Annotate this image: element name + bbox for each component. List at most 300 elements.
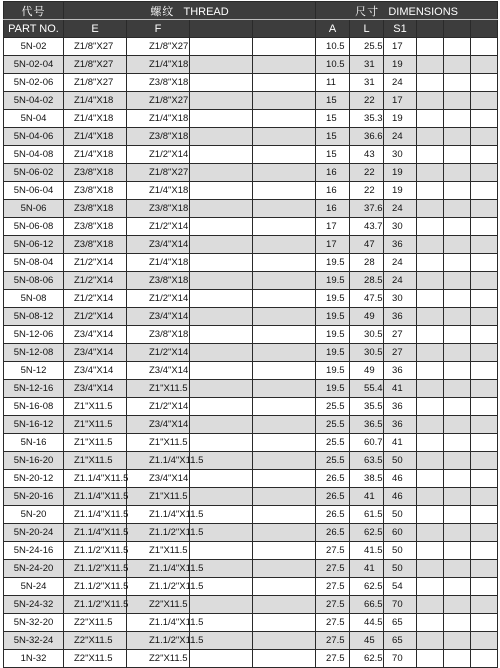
thread-e-cell: Z1.1/4"X11.5 <box>64 470 127 488</box>
dim-l-cell: 43.7 <box>350 218 384 236</box>
part-no-cell: 5N-24-16 <box>4 542 64 560</box>
blank-cell <box>471 614 498 632</box>
blank-cell <box>253 56 316 74</box>
blank-cell <box>190 128 253 146</box>
blank-cell <box>444 650 471 668</box>
thread-f-cell: Z3/4"X14 <box>127 362 190 380</box>
table-row <box>4 470 498 488</box>
blank-cell <box>190 182 253 200</box>
blank-cell <box>471 200 498 218</box>
dim-a-cell: 27.5 <box>316 560 350 578</box>
dim-a-cell: 19.5 <box>316 326 350 344</box>
thread-f-cell: Z3/8"X18 <box>127 272 190 290</box>
thread-e-cell: Z3/8"X18 <box>64 200 127 218</box>
thread-e-cell: Z1.1/4"X11.5 <box>64 506 127 524</box>
blank-cell <box>253 218 316 236</box>
part-no-cell: 5N-20-24 <box>4 524 64 542</box>
blank-cell <box>444 470 471 488</box>
thread-header-cn: 螺纹 <box>150 5 175 18</box>
thread-e-cell: Z1"X11.5 <box>64 434 127 452</box>
blank-cell <box>417 560 444 578</box>
dim-l-cell: 62.5 <box>350 578 384 596</box>
blank-cell <box>417 380 444 398</box>
dim-s1-cell: 65 <box>384 632 417 650</box>
blank-cell <box>471 218 498 236</box>
dim-a-cell: 26.5 <box>316 524 350 542</box>
dimensions-header <box>316 2 498 20</box>
blank-cell <box>471 542 498 560</box>
blank-cell <box>190 650 253 668</box>
part-no-cell: 5N-02-06 <box>4 74 64 92</box>
thread-e-cell: Z3/8"X18 <box>64 164 127 182</box>
table-row <box>4 56 498 74</box>
dim-a-cell: 26.5 <box>316 470 350 488</box>
thread-f-cell: Z3/8"X18 <box>127 128 190 146</box>
dim-l-cell: 45 <box>350 632 384 650</box>
col-e-header: E <box>64 20 127 38</box>
dim-l-cell: 22 <box>350 182 384 200</box>
dim-l-cell: 38.5 <box>350 470 384 488</box>
table-row <box>4 632 498 650</box>
blank-cell <box>444 398 471 416</box>
blank-cell <box>253 362 316 380</box>
dim-l-cell: 30.5 <box>350 326 384 344</box>
blank-cell <box>253 74 316 92</box>
blank-cell <box>444 146 471 164</box>
blank-cell <box>253 164 316 182</box>
blank-cell <box>471 308 498 326</box>
part-no-cell: 5N-04 <box>4 110 64 128</box>
thread-f-cell: Z1/2"X14 <box>127 398 190 416</box>
dim-l-cell: 41 <box>350 560 384 578</box>
dim-s1-cell: 24 <box>384 254 417 272</box>
dim-s1-cell: 27 <box>384 344 417 362</box>
blank-cell <box>417 74 444 92</box>
blank-cell <box>190 254 253 272</box>
thread-e-cell: Z3/8"X18 <box>64 236 127 254</box>
blank-cell <box>417 326 444 344</box>
blank-cell <box>190 434 253 452</box>
blank-cell <box>253 524 316 542</box>
blank-cell <box>471 488 498 506</box>
dim-s1-cell: 46 <box>384 470 417 488</box>
thread-e-cell: Z1/4"X18 <box>64 146 127 164</box>
blank-cell <box>471 110 498 128</box>
blank-cell <box>253 326 316 344</box>
col-blank-header-1 <box>190 20 253 38</box>
thread-f-cell: Z1/2"X14 <box>127 146 190 164</box>
blank-cell <box>253 470 316 488</box>
blank-cell <box>471 164 498 182</box>
dim-s1-cell: 27 <box>384 326 417 344</box>
dim-a-cell: 11 <box>316 74 350 92</box>
blank-cell <box>190 272 253 290</box>
dim-a-cell: 16 <box>316 200 350 218</box>
thread-e-cell: Z2"X11.5 <box>64 614 127 632</box>
dim-s1-cell: 70 <box>384 596 417 614</box>
part-no-header-cn: 代号 <box>4 2 64 20</box>
blank-cell <box>253 128 316 146</box>
dim-s1-cell: 17 <box>384 92 417 110</box>
blank-cell <box>253 488 316 506</box>
blank-cell <box>253 110 316 128</box>
dim-a-cell: 19.5 <box>316 272 350 290</box>
part-no-cell: 1N-32 <box>4 650 64 668</box>
dim-s1-cell: 17 <box>384 38 417 56</box>
thread-f-cell: Z1/8"X27 <box>127 92 190 110</box>
blank-cell <box>253 182 316 200</box>
dim-s1-cell: 19 <box>384 56 417 74</box>
thread-e-cell: Z3/4"X14 <box>64 344 127 362</box>
thread-e-cell: Z1.1/4"X11.5 <box>64 488 127 506</box>
dim-l-cell: 37.6 <box>350 200 384 218</box>
blank-cell <box>444 182 471 200</box>
blank-cell <box>444 488 471 506</box>
thread-f-cell: Z1/4"X18 <box>127 110 190 128</box>
thread-e-cell: Z1.1/2"X11.5 <box>64 596 127 614</box>
blank-cell <box>444 200 471 218</box>
dim-l-cell: 41.5 <box>350 542 384 560</box>
col-l-header: L <box>350 20 384 38</box>
part-no-cell: 5N-08-06 <box>4 272 64 290</box>
table-row <box>4 380 498 398</box>
blank-cell <box>471 578 498 596</box>
thread-f-cell: Z1"X11.5 <box>127 488 190 506</box>
table-row <box>4 560 498 578</box>
table-row <box>4 218 498 236</box>
dim-l-cell: 41 <box>350 488 384 506</box>
table-row <box>4 272 498 290</box>
dim-s1-cell: 50 <box>384 542 417 560</box>
dim-a-cell: 10.5 <box>316 38 350 56</box>
thread-e-cell: Z1/2"X14 <box>64 308 127 326</box>
blank-cell <box>190 290 253 308</box>
blank-cell <box>253 146 316 164</box>
blank-cell <box>253 308 316 326</box>
dim-s1-cell: 41 <box>384 380 417 398</box>
col-s1-header: S1 <box>384 20 417 38</box>
dimensions-header-en: DIMENSIONS <box>388 5 458 18</box>
dim-l-cell: 22 <box>350 92 384 110</box>
blank-cell <box>253 200 316 218</box>
part-no-cell: 5N-20-12 <box>4 470 64 488</box>
blank-cell <box>444 614 471 632</box>
dim-s1-cell: 19 <box>384 164 417 182</box>
part-no-cell: 5N-16-12 <box>4 416 64 434</box>
blank-cell <box>471 560 498 578</box>
part-no-cell: 5N-08 <box>4 290 64 308</box>
blank-cell <box>417 182 444 200</box>
table-row <box>4 128 498 146</box>
part-no-cell: 5N-24 <box>4 578 64 596</box>
table-row <box>4 74 498 92</box>
part-no-cell: 5N-08-04 <box>4 254 64 272</box>
blank-cell <box>417 344 444 362</box>
col-blank-header-2 <box>253 20 316 38</box>
col-blank-header-5 <box>471 20 498 38</box>
thread-f-cell: Z2"X11.5 <box>127 596 190 614</box>
thread-e-cell: Z1/2"X14 <box>64 272 127 290</box>
dim-s1-cell: 50 <box>384 452 417 470</box>
thread-f-cell: Z1.1/4"X11.5 <box>127 506 190 524</box>
blank-cell <box>471 56 498 74</box>
dim-l-cell: 55.4 <box>350 380 384 398</box>
thread-f-cell: Z3/4"X14 <box>127 470 190 488</box>
dim-a-cell: 26.5 <box>316 506 350 524</box>
thread-e-cell: Z1/2"X14 <box>64 254 127 272</box>
dim-a-cell: 15 <box>316 146 350 164</box>
blank-cell <box>190 164 253 182</box>
dim-a-cell: 16 <box>316 164 350 182</box>
thread-f-cell: Z1.1/2"X11.5 <box>127 524 190 542</box>
blank-cell <box>444 506 471 524</box>
blank-cell <box>471 290 498 308</box>
table-row <box>4 398 498 416</box>
dim-l-cell: 28.5 <box>350 272 384 290</box>
blank-cell <box>444 164 471 182</box>
dim-s1-cell: 30 <box>384 218 417 236</box>
part-no-cell: 5N-06-12 <box>4 236 64 254</box>
blank-cell <box>190 488 253 506</box>
part-no-cell: 5N-06-02 <box>4 164 64 182</box>
col-blank-header-4 <box>444 20 471 38</box>
thread-f-cell: Z1.1/2"X11.5 <box>127 578 190 596</box>
dim-a-cell: 17 <box>316 218 350 236</box>
blank-cell <box>471 236 498 254</box>
dim-s1-cell: 70 <box>384 650 417 668</box>
table-row <box>4 38 498 56</box>
blank-cell <box>190 326 253 344</box>
blank-cell <box>253 38 316 56</box>
dim-l-cell: 61.5 <box>350 506 384 524</box>
dim-a-cell: 25.5 <box>316 398 350 416</box>
blank-cell <box>417 218 444 236</box>
blank-cell <box>417 362 444 380</box>
dim-a-cell: 19.5 <box>316 380 350 398</box>
table-row <box>4 578 498 596</box>
thread-e-cell: Z3/8"X18 <box>64 182 127 200</box>
blank-cell <box>471 632 498 650</box>
blank-cell <box>444 308 471 326</box>
part-no-cell: 5N-16-08 <box>4 398 64 416</box>
thread-e-cell: Z2"X11.5 <box>64 632 127 650</box>
thread-e-cell: Z1.1/2"X11.5 <box>64 542 127 560</box>
blank-cell <box>444 434 471 452</box>
dim-l-cell: 31 <box>350 56 384 74</box>
table-row <box>4 254 498 272</box>
thread-e-cell: Z1/4"X18 <box>64 128 127 146</box>
blank-cell <box>471 74 498 92</box>
blank-cell <box>190 362 253 380</box>
dim-s1-cell: 65 <box>384 614 417 632</box>
dim-l-cell: 35.5 <box>350 398 384 416</box>
thread-f-cell: Z3/8"X18 <box>127 326 190 344</box>
dim-s1-cell: 24 <box>384 128 417 146</box>
part-no-cell: 5N-24-32 <box>4 596 64 614</box>
dim-a-cell: 27.5 <box>316 578 350 596</box>
thread-f-cell: Z3/4"X14 <box>127 236 190 254</box>
thread-f-cell: Z1/8"X27 <box>127 38 190 56</box>
blank-cell <box>417 434 444 452</box>
blank-cell <box>253 650 316 668</box>
thread-f-cell: Z1/4"X18 <box>127 182 190 200</box>
dim-l-cell: 28 <box>350 254 384 272</box>
part-no-cell: 5N-12-16 <box>4 380 64 398</box>
blank-cell <box>253 560 316 578</box>
blank-cell <box>417 164 444 182</box>
thread-header-en: THREAD <box>183 5 229 18</box>
dim-a-cell: 26.5 <box>316 488 350 506</box>
dim-a-cell: 10.5 <box>316 56 350 74</box>
blank-cell <box>471 344 498 362</box>
part-no-cell: 5N-04-02 <box>4 92 64 110</box>
table-row <box>4 614 498 632</box>
thread-f-cell: Z1"X11.5 <box>127 542 190 560</box>
blank-cell <box>417 128 444 146</box>
table-body <box>4 38 498 668</box>
blank-cell <box>417 614 444 632</box>
thread-f-cell: Z1/4"X18 <box>127 56 190 74</box>
blank-cell <box>444 344 471 362</box>
blank-cell <box>190 110 253 128</box>
dim-a-cell: 27.5 <box>316 596 350 614</box>
blank-cell <box>253 614 316 632</box>
dim-a-cell: 15 <box>316 128 350 146</box>
blank-cell <box>417 542 444 560</box>
table-row <box>4 524 498 542</box>
blank-cell <box>417 308 444 326</box>
dim-a-cell: 19.5 <box>316 344 350 362</box>
thread-e-cell: Z1.1/2"X11.5 <box>64 578 127 596</box>
blank-cell <box>253 236 316 254</box>
blank-cell <box>190 38 253 56</box>
dim-a-cell: 27.5 <box>316 542 350 560</box>
thread-e-cell: Z1.1/4"X11.5 <box>64 524 127 542</box>
blank-cell <box>471 416 498 434</box>
thread-f-cell: Z1.1/2"X11.5 <box>127 632 190 650</box>
part-no-cell: 5N-06-08 <box>4 218 64 236</box>
blank-cell <box>444 218 471 236</box>
thread-e-cell: Z3/8"X18 <box>64 218 127 236</box>
part-no-cell: 5N-16 <box>4 434 64 452</box>
blank-cell <box>190 92 253 110</box>
thread-e-cell: Z1"X11.5 <box>64 452 127 470</box>
blank-cell <box>471 38 498 56</box>
blank-cell <box>417 272 444 290</box>
blank-cell <box>190 218 253 236</box>
table-row <box>4 236 498 254</box>
dimensions-table <box>3 1 498 668</box>
dim-s1-cell: 36 <box>384 236 417 254</box>
blank-cell <box>253 92 316 110</box>
thread-f-cell: Z1/4"X18 <box>127 254 190 272</box>
blank-cell <box>444 524 471 542</box>
blank-cell <box>417 290 444 308</box>
blank-cell <box>471 92 498 110</box>
blank-cell <box>444 542 471 560</box>
table-row <box>4 92 498 110</box>
part-no-cell: 5N-04-08 <box>4 146 64 164</box>
part-no-cell: 5N-12-06 <box>4 326 64 344</box>
dim-a-cell: 19.5 <box>316 290 350 308</box>
blank-cell <box>253 290 316 308</box>
dim-l-cell: 30.5 <box>350 344 384 362</box>
part-no-cell: 5N-32-20 <box>4 614 64 632</box>
dim-l-cell: 62.5 <box>350 650 384 668</box>
blank-cell <box>471 380 498 398</box>
part-no-cell: 5N-06-04 <box>4 182 64 200</box>
dim-s1-cell: 46 <box>384 488 417 506</box>
thread-e-cell: Z1"X11.5 <box>64 398 127 416</box>
blank-cell <box>417 254 444 272</box>
dim-a-cell: 15 <box>316 92 350 110</box>
dim-s1-cell: 36 <box>384 416 417 434</box>
blank-cell <box>471 272 498 290</box>
blank-cell <box>417 56 444 74</box>
blank-cell <box>444 578 471 596</box>
blank-cell <box>471 128 498 146</box>
blank-cell <box>253 542 316 560</box>
blank-cell <box>444 380 471 398</box>
blank-cell <box>471 524 498 542</box>
blank-cell <box>471 398 498 416</box>
blank-cell <box>444 56 471 74</box>
dim-s1-cell: 50 <box>384 560 417 578</box>
thread-e-cell: Z2"X11.5 <box>64 650 127 668</box>
thread-e-cell: Z1"X11.5 <box>64 416 127 434</box>
part-no-cell: 5N-24-20 <box>4 560 64 578</box>
blank-cell <box>444 272 471 290</box>
blank-cell <box>471 434 498 452</box>
blank-cell <box>417 596 444 614</box>
col-a-header: A <box>316 20 350 38</box>
part-no-cell: 5N-12-08 <box>4 344 64 362</box>
blank-cell <box>471 596 498 614</box>
blank-cell <box>253 398 316 416</box>
header-row-bottom <box>4 20 498 38</box>
part-no-cell: 5N-20 <box>4 506 64 524</box>
thread-f-cell: Z1.1/4"X11.5 <box>127 614 190 632</box>
dim-l-cell: 47.5 <box>350 290 384 308</box>
table-row <box>4 434 498 452</box>
part-no-cell: 5N-16-20 <box>4 452 64 470</box>
dim-a-cell: 27.5 <box>316 632 350 650</box>
blank-cell <box>471 254 498 272</box>
blank-cell <box>190 596 253 614</box>
dim-s1-cell: 60 <box>384 524 417 542</box>
blank-cell <box>190 236 253 254</box>
dimensions-header-cn: 尺寸 <box>355 5 380 18</box>
table-row <box>4 290 498 308</box>
dim-a-cell: 19.5 <box>316 254 350 272</box>
part-no-cell: 5N-32-24 <box>4 632 64 650</box>
thread-e-cell: Z3/4"X14 <box>64 380 127 398</box>
part-no-cell: 5N-06 <box>4 200 64 218</box>
thread-header <box>64 2 316 20</box>
dim-s1-cell: 36 <box>384 308 417 326</box>
dim-l-cell: 66.5 <box>350 596 384 614</box>
blank-cell <box>444 416 471 434</box>
blank-cell <box>417 650 444 668</box>
blank-cell <box>471 182 498 200</box>
dim-l-cell: 44.5 <box>350 614 384 632</box>
blank-cell <box>253 578 316 596</box>
thread-e-cell: Z1/8"X27 <box>64 38 127 56</box>
blank-cell <box>417 506 444 524</box>
dim-a-cell: 19.5 <box>316 362 350 380</box>
thread-f-cell: Z2"X11.5 <box>127 650 190 668</box>
thread-f-cell: Z1.1/4"X11.5 <box>127 560 190 578</box>
